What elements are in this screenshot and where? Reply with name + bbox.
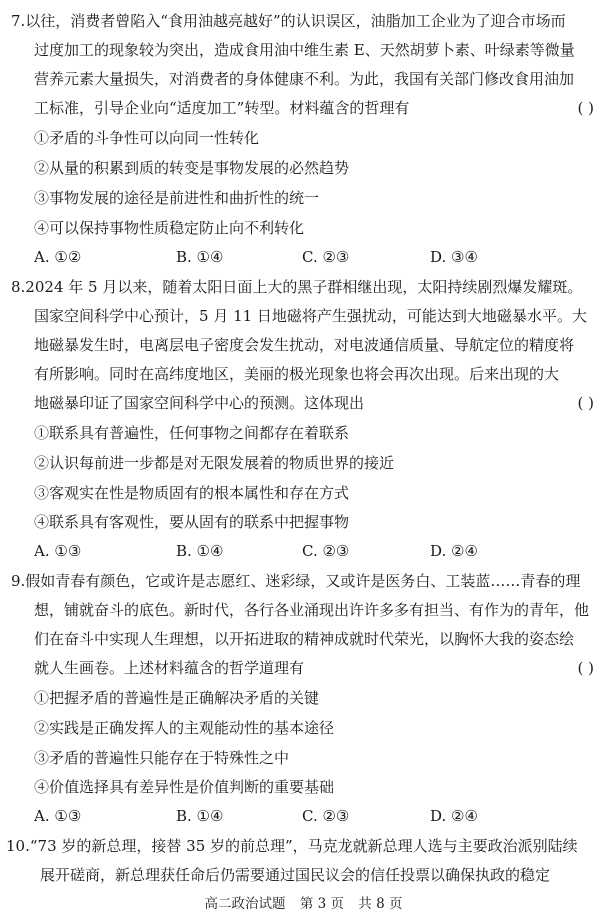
q7-line-4 [34, 94, 594, 123]
q8-option-3: ③客观实在性是物质固有的根本属性和存在方式 [34, 484, 350, 502]
q7-line-1: 7.以往，消费者曾陷入“食用油越亮越好”的认识误区，油脂加工企业为了迎合市场而 [11, 12, 566, 30]
q8-choices [34, 537, 594, 566]
q8-answer-bracket: ( ) [577, 394, 594, 412]
q7-choices [34, 243, 594, 272]
q8-choice-c: C. ②③ [302, 542, 350, 560]
q7-option-3: ③事物发展的途径是前进性和曲折性的统一 [34, 189, 320, 207]
q8-option-2: ②认识每前进一步都是对无限发展着的物质世界的接近 [34, 454, 395, 472]
q7-choice-b: B. ①④ [176, 248, 224, 266]
q9-choice-c: C. ②③ [302, 807, 350, 825]
q9-option-4: ④价值选择具有差异性是价值判断的重要基础 [34, 778, 335, 796]
q7-option-2: ②从量的积累到质的转变是事物发展的必然趋势 [34, 159, 350, 177]
q8-choice-a: A. ①③ [34, 542, 82, 560]
footer-title: 高二政治试题 [204, 896, 286, 912]
page-footer [0, 893, 607, 915]
q9-line-2: 想，铺就奋斗的底色。新时代，各行各业涌现出许许多多有担当、有作为的青年，他 [34, 601, 590, 619]
q8-line-2: 国家空间科学中心预计，5 月 11 日地磁将产生强扰动，可能达到大地磁暴水平。大 [34, 307, 587, 325]
q7-option-1: ①矛盾的斗争性可以向同一性转化 [34, 129, 260, 147]
q7-line-3: 营养元素大量损失，对消费者的身体健康不利。为此，我国有关部门修改食用油加 [34, 70, 575, 88]
q7-stem-end: 工标准，引导企业向“适度加工”转型。材料蕴含的哲理有 [34, 99, 410, 117]
q8-line-4: 有所影响。同时在高纬度地区，美丽的极光现象也将会再次出现。后来出现的大 [34, 365, 560, 383]
q10-line-2: 展开磋商，新总理获任命后仍需要通过国民议会的信任投票以确保执政的稳定 [40, 866, 551, 884]
q9-choice-b: B. ①④ [176, 807, 224, 825]
q8-line-1: 8.2024 年 5 月以来，随着太阳日面上大的黑子群相继出现，太阳持续剧烈爆发耀斑。 [11, 278, 583, 296]
q8-option-4: ④联系具有客观性，要从固有的联系中把握事物 [34, 513, 350, 531]
q9-option-1: ①把握矛盾的普遍性是正确解决矛盾的关键 [34, 689, 320, 707]
q9-line-3: 们在奋斗中实现人生理想，以开拓进取的精神成就时代荣光，以胸怀大我的姿态绘 [34, 630, 575, 648]
q9-line-1: 9.假如青春有颜色，它或许是志愿红、迷彩绿，又或许是医务白、工装蓝……青春的理 [11, 572, 581, 590]
q8-stem-end: 地磁暴印证了国家空间科学中心的预测。这体现出 [34, 394, 365, 412]
q8-option-1: ①联系具有普遍性，任何事物之间都存在着联系 [34, 424, 350, 442]
q9-line-4 [34, 654, 594, 683]
footer-total-pages: 共 8 页 [358, 896, 403, 912]
q7-choice-c: C. ②③ [302, 248, 350, 266]
q9-option-2: ②实践是正确发挥人的主观能动性的基本途径 [34, 719, 335, 737]
q7-line-2: 过度加工的现象较为突出，造成食用油中维生素 E、天然胡萝卜素、叶绿素等微量 [34, 41, 575, 59]
q7-option-4: ④可以保持事物性质稳定防止向不利转化 [34, 219, 305, 237]
q7-choice-a: A. ①② [34, 248, 82, 266]
q9-option-3: ③矛盾的普遍性只能存在于特殊性之中 [34, 749, 290, 767]
q8-line-5 [34, 389, 594, 418]
q9-answer-bracket: ( ) [577, 659, 594, 677]
footer-page-number: 第 3 页 [299, 896, 344, 912]
q9-stem-end: 就人生画卷。上述材料蕴含的哲学道理有 [34, 659, 305, 677]
q10-line-1: 10.“73 岁的新总理，接替 35 岁的前总理”，马克龙就新总理人选与主要政治派别陆续 [6, 837, 578, 855]
q7-choice-d: D. ③④ [430, 248, 478, 266]
q9-choice-a: A. ①③ [34, 807, 82, 825]
q8-line-3: 地磁暴发生时，电离层电子密度会发生扰动，对电波通信质量、导航定位的精度将 [34, 336, 575, 354]
q9-choice-d: D. ②④ [430, 807, 478, 825]
q8-choice-d: D. ②④ [430, 542, 478, 560]
q8-choice-b: B. ①④ [176, 542, 224, 560]
q7-answer-bracket: ( ) [577, 99, 594, 117]
q9-choices [34, 802, 594, 831]
